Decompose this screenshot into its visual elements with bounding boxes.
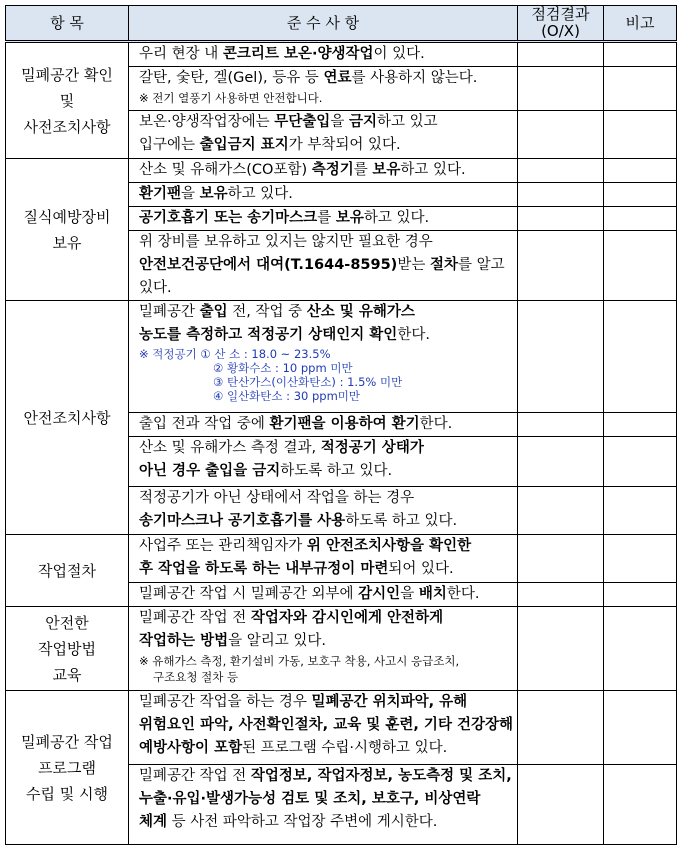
emphasis-text: 측정기 <box>311 162 354 178</box>
requirement-text: 을 <box>330 114 349 130</box>
appropriate-air-note: ※ 적정공기 ① 산 소 : 18.0 ~ 23.5% <box>139 347 331 361</box>
table-row <box>6 691 677 765</box>
section-title-line: 및 <box>59 91 75 110</box>
emphasis-text: 적정공기 상태가 <box>320 440 424 456</box>
remark-cell[interactable] <box>604 183 677 207</box>
header-result-line1: 점검결과 <box>531 5 590 23</box>
requirement-text: 하도록 하고 있다. <box>345 513 458 529</box>
emphasis-text: 환기팬 <box>139 186 182 202</box>
requirement-text: 위 장비를 보유하고 있지는 않지만 필요한 경우 <box>139 234 433 250</box>
requirement-text: 전, 작업 중 <box>227 304 307 320</box>
requirement-line <box>139 607 517 630</box>
requirement-line <box>139 207 517 230</box>
requirement-line <box>139 765 517 788</box>
remark-cell[interactable] <box>604 691 677 765</box>
requirement-line <box>139 460 517 483</box>
table-row <box>6 42 677 67</box>
requirement-text: 산소 및 유해가스(CO포함) <box>139 162 312 178</box>
result-cell[interactable] <box>518 535 604 583</box>
requirement-note: ※ 전기 열풍기 사용하면 안전합니다. <box>139 91 323 105</box>
requirement-text: 산소 및 유해가스 측정 결과, <box>139 440 321 456</box>
requirement-text: 입구에는 <box>139 137 200 153</box>
result-cell[interactable] <box>518 487 604 535</box>
emphasis-text: 연료 <box>323 70 352 86</box>
result-cell[interactable] <box>518 231 604 301</box>
requirement-text: 을 <box>181 186 200 202</box>
requirement-line <box>139 111 517 134</box>
emphasis-text: 배치 <box>418 586 447 602</box>
requirement-line <box>139 714 517 737</box>
emphasis-text: 공기호흡기 또는 송기마스크 <box>139 210 318 226</box>
section-title <box>6 42 129 159</box>
requirement-cell <box>129 765 518 845</box>
emphasis-text: 산소 및 유해가스 <box>306 304 415 320</box>
emphasis-text: 누출·유입·발생가능성 검토 및 조치, 보호구, 비상연락 <box>139 791 481 807</box>
emphasis-text: 감시인 <box>358 586 401 602</box>
result-cell[interactable] <box>518 583 604 607</box>
requirement-text: 하고 있다. <box>227 186 293 202</box>
section-title <box>6 607 129 691</box>
requirement-text: 등 사전 파악하고 작업장 주변에 게시한다. <box>167 814 438 830</box>
requirement-cell <box>129 691 518 765</box>
remark-cell[interactable] <box>604 487 677 535</box>
requirement-text: 밀폐공간 작업 전 <box>139 610 251 626</box>
requirement-text: 한다. <box>446 586 480 602</box>
section-title <box>6 691 129 845</box>
appropriate-air-note: ④ 일산화탄소 : 30 ppm미만 <box>213 389 361 403</box>
section-title-line: 교육 <box>52 665 82 684</box>
section-title-line: 안전조치사항 <box>23 408 111 427</box>
emphasis-text: 체계 <box>139 814 168 830</box>
requirement-text: 한다. <box>397 327 430 343</box>
requirement-line <box>139 630 517 653</box>
requirement-cell <box>129 535 518 583</box>
requirement-text: 을 알리고 있다. <box>228 633 326 649</box>
remark-cell[interactable] <box>604 583 677 607</box>
requirement-text: 우리 현장 내 <box>139 46 223 62</box>
requirement-cell <box>129 413 518 437</box>
result-cell[interactable] <box>518 765 604 845</box>
emphasis-text: 무단출입 <box>274 114 331 130</box>
remark-cell[interactable] <box>604 159 677 183</box>
requirement-text: 되어 있다. <box>388 561 454 577</box>
emphasis-text: 송기마스크나 공기호흡기를 사용 <box>139 513 346 529</box>
result-cell[interactable] <box>518 301 604 413</box>
requirement-text: 갈탄, 숯탄, 겔(Gel), 등유 등 <box>139 70 324 86</box>
requirement-text: 밀폐공간 <box>139 304 200 320</box>
requirement-text: 를 알고 있다. <box>139 257 505 296</box>
requirement-line <box>139 183 517 206</box>
section-title <box>6 535 129 607</box>
requirement-cell <box>129 111 518 159</box>
emphasis-text: 환기팬을 이용하여 환기 <box>269 416 420 432</box>
emphasis-text: 위험요인 파악, 사전확인절차, 교육 및 훈련, 기타 건강장해 <box>139 717 514 733</box>
remark-cell[interactable] <box>604 765 677 845</box>
section-title-line: 수립 및 시행 <box>26 784 108 803</box>
requirement-cell <box>129 67 518 111</box>
requirement-text: 보온·양생작업장에는 <box>139 114 275 130</box>
result-cell[interactable] <box>518 207 604 231</box>
requirement-line <box>139 437 517 460</box>
table-row <box>6 607 677 691</box>
section-title-line: 보유 <box>52 233 82 252</box>
emphasis-text: 예방사항이 포함 <box>139 740 243 756</box>
emphasis-text: 콘크리트 보온·양생작업 <box>222 46 374 62</box>
requirement-note: 구조요청 절차 등 <box>153 670 239 684</box>
emphasis-text: 절차 <box>429 257 458 273</box>
requirement-text: 받는 <box>397 257 430 273</box>
requirement-text: 밀폐공간 작업을 하는 경우 <box>139 694 312 710</box>
requirement-line <box>139 558 517 581</box>
result-cell[interactable] <box>518 413 604 437</box>
emphasis-text: 보유 <box>372 162 401 178</box>
checklist-body <box>6 42 677 845</box>
emphasis-text: 후 작업을 하도록 하는 내부규정이 마련 <box>139 561 389 577</box>
requirement-text: 를 <box>353 162 373 178</box>
appropriate-air-note: ③ 탄산가스(이산화탄소) : 1.5% 미만 <box>213 375 403 389</box>
requirement-cell <box>129 487 518 535</box>
requirement-line <box>139 788 517 811</box>
requirement-line <box>139 811 517 834</box>
requirement-cell <box>129 301 518 413</box>
requirement-text: 밀폐공간 작업 시 밀폐공간 외부에 <box>139 586 359 602</box>
result-cell[interactable] <box>518 159 604 183</box>
requirement-text: 하고 있다. <box>363 210 430 226</box>
requirement-line <box>139 737 517 760</box>
requirement-cell <box>129 159 518 183</box>
requirement-text: 된 프로그램 수립·시행하고 있다. <box>242 740 448 756</box>
emphasis-text: 출입 <box>199 304 228 320</box>
requirement-cell <box>129 607 518 691</box>
requirement-line <box>139 413 517 436</box>
requirement-text: 를 사용하지 않는다. <box>351 70 478 86</box>
section-title-line: 프로그램 <box>38 758 96 777</box>
requirement-line <box>139 510 517 533</box>
requirement-cell <box>129 437 518 487</box>
requirement-cell <box>129 231 518 301</box>
remark-cell[interactable] <box>604 607 677 691</box>
section-title-line: 작업절차 <box>38 561 96 580</box>
requirement-text: 밀폐공간 작업 전 <box>139 768 251 784</box>
result-cell[interactable] <box>518 437 604 487</box>
emphasis-text: 안전보건공단에서 대여(T.1644-8595) <box>139 257 398 273</box>
result-cell[interactable] <box>518 42 604 67</box>
emphasis-text: 보유 <box>335 210 364 226</box>
appropriate-air-note: ② 황화수소 : 10 ppm 미만 <box>213 361 353 375</box>
header-result <box>518 6 604 42</box>
header-remark: 비고 <box>604 6 677 42</box>
result-cell[interactable] <box>518 607 604 691</box>
requirement-line <box>139 43 517 66</box>
requirement-line <box>139 324 517 347</box>
requirement-line <box>139 487 517 510</box>
emphasis-text: 위 안전조치사항을 확인한 <box>306 538 472 554</box>
emphasis-text: 작업자와 감시인에게 안전하게 <box>250 610 444 626</box>
requirement-line <box>139 535 517 558</box>
requirement-cell <box>129 207 518 231</box>
emphasis-text: 아닌 경우 출입을 금지 <box>139 463 281 479</box>
emphasis-text: 금지 <box>348 114 377 130</box>
table-row <box>6 301 677 413</box>
requirement-cell <box>129 183 518 207</box>
requirement-line <box>139 301 517 324</box>
table-row <box>6 535 677 583</box>
emphasis-text: 농도를 측정하고 적정공기 상태인지 확인 <box>139 327 398 343</box>
requirement-line <box>139 67 517 90</box>
requirement-cell <box>129 583 518 607</box>
checklist-table <box>5 5 677 845</box>
result-cell[interactable] <box>518 111 604 159</box>
remark-cell[interactable] <box>604 231 677 301</box>
section-title <box>6 159 129 301</box>
result-cell[interactable] <box>518 691 604 765</box>
result-cell[interactable] <box>518 183 604 207</box>
header-result-line2: (O/X) <box>541 22 580 40</box>
requirement-note: ※ 유해가스 측정, 환기설비 가동, 보호구 착용, 사고시 응급조치, <box>139 654 460 668</box>
emphasis-text: 작업하는 방법 <box>139 633 229 649</box>
remark-cell[interactable] <box>604 67 677 111</box>
requirement-line <box>139 254 517 300</box>
section-title-line: 안전한 <box>45 613 89 632</box>
requirement-line <box>139 583 517 606</box>
section-title <box>6 301 129 535</box>
emphasis-text: 보유 <box>199 186 228 202</box>
emphasis-text: 밀폐공간 위치파악, 유해 <box>311 694 468 710</box>
requirement-text: 하고 있고 <box>376 114 438 130</box>
emphasis-text: 작업정보, 작업자정보, 농도측정 및 조치, <box>250 768 512 784</box>
requirement-cell <box>129 42 518 67</box>
table-row <box>6 159 677 183</box>
remark-cell[interactable] <box>604 207 677 231</box>
requirement-text: 가 부착되어 있다. <box>288 137 401 153</box>
header-item: 항 목 <box>6 6 129 42</box>
requirement-line <box>139 159 517 182</box>
section-title-line: 밀폐공간 작업 <box>21 732 113 751</box>
remark-cell[interactable] <box>604 42 677 67</box>
header-row <box>6 6 677 42</box>
result-cell[interactable] <box>518 67 604 111</box>
requirement-text: 를 <box>317 210 336 226</box>
emphasis-text: 출입금지 표지 <box>199 137 289 153</box>
requirement-text: 사업주 또는 관리책임자가 <box>139 538 307 554</box>
remark-cell[interactable] <box>604 111 677 159</box>
requirement-text: 하고 있다. <box>400 162 466 178</box>
requirement-text: 출입 전과 작업 중에 <box>139 416 270 432</box>
requirement-text: 이 있다. <box>373 46 425 62</box>
remark-cell[interactable] <box>604 301 677 413</box>
section-title-line: 작업방법 <box>38 639 96 658</box>
header-compliance: 준 수 사 항 <box>129 6 518 42</box>
requirement-line <box>139 134 517 157</box>
requirement-line <box>139 231 517 254</box>
remark-cell[interactable] <box>604 413 677 437</box>
section-title-line: 밀폐공간 확인 <box>21 65 113 84</box>
requirement-text: 적정공기가 아닌 상태에서 작업을 하는 경우 <box>139 490 415 506</box>
requirement-line <box>139 691 517 714</box>
section-title-line: 사전조치사항 <box>23 117 111 136</box>
requirement-text: 한다. <box>419 416 453 432</box>
remark-cell[interactable] <box>604 437 677 487</box>
section-title-line: 질식예방장비 <box>23 207 111 226</box>
requirement-text: 을 <box>400 586 419 602</box>
remark-cell[interactable] <box>604 535 677 583</box>
requirement-text: 하도록 하고 있다. <box>280 463 393 479</box>
